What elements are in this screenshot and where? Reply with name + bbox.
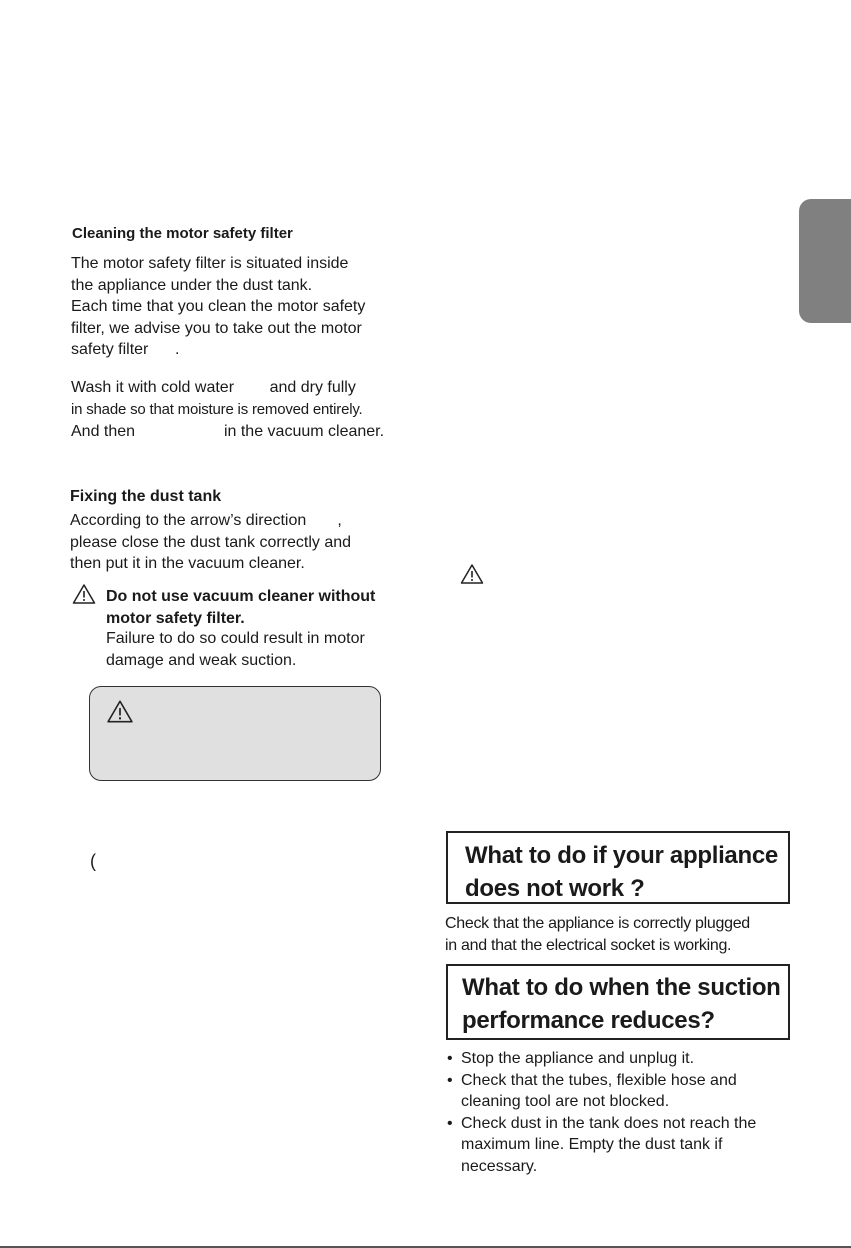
heading-box-not-working — [446, 831, 790, 904]
list-item: • Stop the appliance and unplug it. — [447, 1048, 797, 1070]
open-parenthesis: ( — [90, 851, 96, 871]
suction-checklist — [447, 1048, 797, 1177]
motor-filter-paragraph-2-line-1: Wash it with cold water and dry fully — [71, 379, 356, 396]
motor-filter-paragraph-1: The motor safety filter is situated inside the appliance under the dust tank. Each time that you clean the motor safety filter, we advise you to take out the motor safety filter . — [71, 255, 366, 358]
warning-triangle-icon — [72, 583, 96, 605]
heading-not-working: What to do if your appliance does not work ? — [465, 842, 778, 902]
motor-filter-paragraph-2-line-2: in shade so that moisture is removed entirely. — [71, 401, 363, 418]
dust-tank-paragraph: According to the arrow’s direction , please close the dust tank correctly and then put it in the vacuum cleaner. — [70, 512, 352, 572]
warning-triangle-icon — [106, 699, 134, 724]
warning-text: Failure to do so could result in motor damage and weak suction. — [106, 630, 365, 669]
section-tab — [799, 199, 851, 323]
list-item: • Check dust in the tank does not reach the maximum line. Empty the dust tank if necessary. — [447, 1113, 797, 1178]
list-item: • Check that the tubes, flexible hose and cleaning tool are not blocked. — [447, 1070, 797, 1113]
warning-title: Do not use vacuum cleaner without motor safety filter. — [106, 588, 376, 627]
warning-triangle-icon — [460, 563, 484, 585]
motor-filter-heading: Cleaning the motor safety filter — [72, 225, 293, 242]
dust-tank-heading: Fixing the dust tank — [70, 488, 222, 505]
heading-box-suction — [446, 964, 790, 1040]
motor-filter-paragraph-2-line-3: And then in the vacuum cleaner. — [71, 423, 385, 440]
not-working-text: Check that the appliance is correctly plugged in and that the electrical socket is working. — [445, 915, 750, 954]
heading-suction: What to do when the suction performance reduces? — [462, 974, 781, 1034]
